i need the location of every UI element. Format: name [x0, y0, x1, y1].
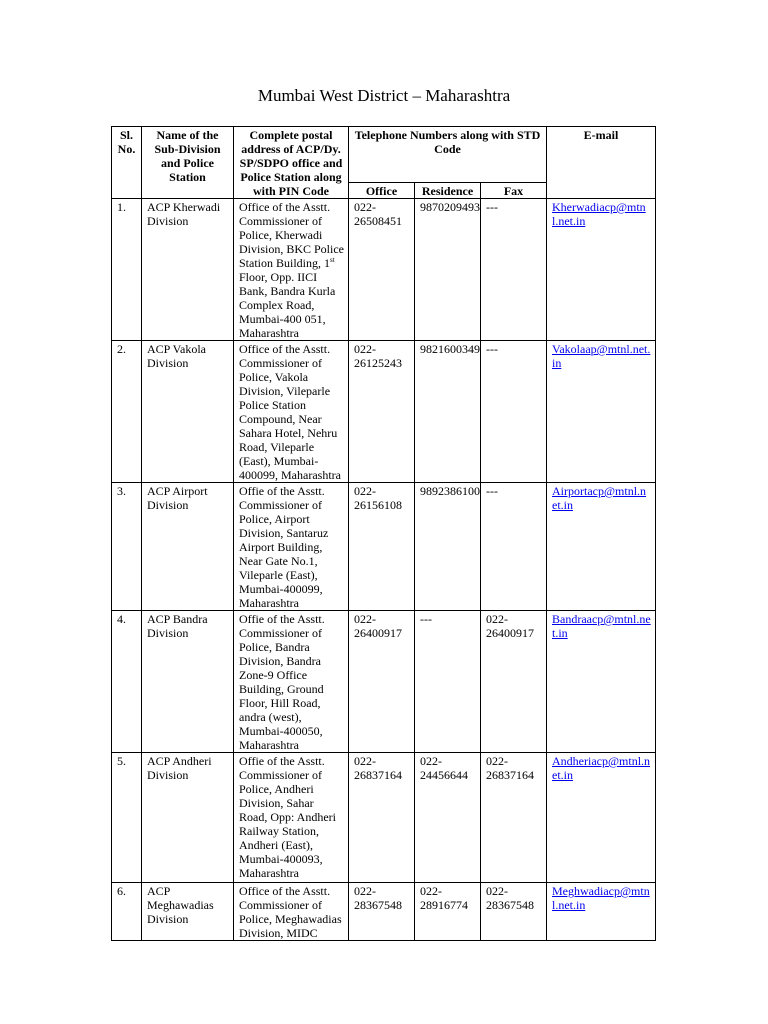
office-phone-cell: 022-26400917	[349, 611, 415, 753]
header-telephone: Telephone Numbers along with STD Code	[349, 127, 547, 183]
address-cell: Offie of the Asstt. Commissioner of Police, Bandra Division, Bandra Zone-9 Office Building, Ground Floor, Hill Road, andra (west), Mumbai-400050, Maharashtra	[234, 611, 349, 753]
name-cell: ACP Airport Division	[142, 483, 234, 611]
email-link[interactable]: Vakolaap@mtnl.net.in	[547, 341, 656, 483]
residence-phone-cell: 022-24456644	[415, 753, 481, 883]
residence-phone-cell: 9892386100	[415, 483, 481, 611]
sl-cell: 2.	[112, 341, 142, 483]
sl-cell: 4.	[112, 611, 142, 753]
header-office: Office	[349, 183, 415, 199]
fax-cell: ---	[481, 199, 547, 341]
header-address: Complete postal address of ACP/Dy. SP/SDPO office and Police Station along with PIN Code	[234, 127, 349, 199]
sl-cell: 1.	[112, 199, 142, 341]
sl-cell: 6.	[112, 883, 142, 941]
header-name: Name of the Sub-Division and Police Station	[142, 127, 234, 199]
sl-cell: 5.	[112, 753, 142, 883]
fax-cell: ---	[481, 483, 547, 611]
email-link[interactable]: Airportacp@mtnl.net.in	[547, 483, 656, 611]
fax-cell: 022-28367548	[481, 883, 547, 941]
address-cell: Office of the Asstt. Commissioner of Police, Vakola Division, Vileparle Police Station Compound, Near Sahara Hotel, Nehru Road, Vileparle (East), Mumbai-400099, Maharashtra	[234, 341, 349, 483]
name-cell: ACP Vakola Division	[142, 341, 234, 483]
header-fax: Fax	[481, 183, 547, 199]
fax-cell: 022-26837164	[481, 753, 547, 883]
address-cell: Office of the Asstt. Commissioner of Police, Meghawadias Division, MIDC	[234, 883, 349, 941]
police-directory-table	[111, 126, 656, 941]
fax-cell: ---	[481, 341, 547, 483]
email-link[interactable]: Andheriacp@mtnl.net.in	[547, 753, 656, 883]
table-row	[112, 611, 656, 753]
header-email: E-mail	[547, 127, 656, 199]
sl-cell: 3.	[112, 483, 142, 611]
header-sl-no: Sl. No.	[112, 127, 142, 199]
email-link[interactable]: Meghwadiacp@mtnl.net.in	[547, 883, 656, 941]
name-cell: ACP Meghawadias Division	[142, 883, 234, 941]
residence-phone-cell: ---	[415, 611, 481, 753]
name-cell: ACP Kherwadi Division	[142, 199, 234, 341]
office-phone-cell: 022-28367548	[349, 883, 415, 941]
table-row	[112, 341, 656, 483]
address-cell: Offie of the Asstt. Commissioner of Police, Airport Division, Santaruz Airport Building, Near Gate No.1, Vileparle (East), Mumbai-400099, Maharashtra	[234, 483, 349, 611]
name-cell: ACP Andheri Division	[142, 753, 234, 883]
header-residence: Residence	[415, 183, 481, 199]
residence-phone-cell: 9870209493	[415, 199, 481, 341]
table-row	[112, 883, 656, 941]
office-phone-cell: 022-26156108	[349, 483, 415, 611]
address-cell: Offie of the Asstt. Commissioner of Police, Andheri Division, Sahar Road, Opp: Andheri Railway Station, Andheri (East), Mumbai-400093, Maharashtra	[234, 753, 349, 883]
name-cell: ACP Bandra Division	[142, 611, 234, 753]
residence-phone-cell: 9821600349	[415, 341, 481, 483]
address-cell: Office of the Asstt. Commissioner of Police, Kherwadi Division, BKC Police Station Building, 1st Floor, Opp. IICI Bank, Bandra Kurla Complex Road, Mumbai-400 051, Maharashtra	[234, 199, 349, 341]
office-phone-cell: 022-26837164	[349, 753, 415, 883]
document-title: Mumbai West District – Maharashtra	[257, 86, 511, 105]
office-phone-cell: 022-26125243	[349, 341, 415, 483]
table-row	[112, 753, 656, 883]
office-phone-cell: 022-26508451	[349, 199, 415, 341]
residence-phone-cell: 022-28916774	[415, 883, 481, 941]
table-row	[112, 199, 656, 341]
email-link[interactable]: Kherwadiacp@mtnl.net.in	[547, 199, 656, 341]
table-row	[112, 483, 656, 611]
email-link[interactable]: Bandraacp@mtnl.net.in	[547, 611, 656, 753]
fax-cell: 022-26400917	[481, 611, 547, 753]
